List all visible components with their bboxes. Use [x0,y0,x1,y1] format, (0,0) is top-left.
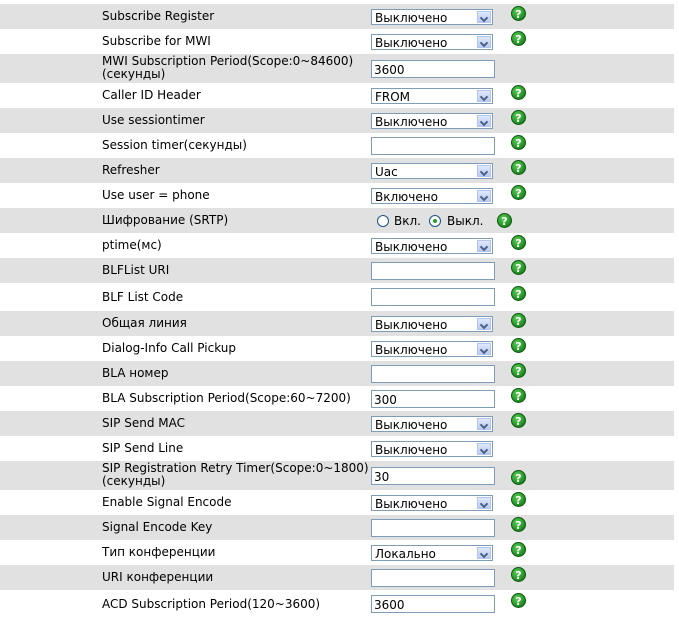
option-select[interactable] [371,316,493,332]
settings-row [0,283,674,311]
settings-row [0,540,674,565]
settings-row [0,158,674,183]
help-icon[interactable]: ? [511,160,526,175]
option-select[interactable] [371,495,493,511]
settings-row [0,83,674,108]
select-value: Выключено [375,11,448,25]
help-icon[interactable]: ? [511,338,526,353]
chevron-down-icon[interactable] [477,165,491,177]
help-icon[interactable]: ? [511,135,526,150]
help-icon[interactable]: ? [511,313,526,328]
settings-row [0,361,674,386]
help-icon[interactable]: ? [497,213,512,228]
field-label: ptime(мс) [102,238,162,252]
input-value: 3600 [374,598,405,612]
select-value: Локально [375,547,436,561]
settings-row [0,565,674,590]
chevron-down-icon[interactable] [477,190,491,202]
option-select[interactable] [371,88,493,104]
option-select[interactable] [371,441,493,457]
settings-row [0,133,674,158]
field-label: Session timer(секунды) [102,138,247,152]
chevron-down-icon[interactable] [477,11,491,23]
field-label: Subscribe for MWI [102,34,211,48]
field-label: Use user = phone [102,188,210,202]
option-select[interactable] [371,341,493,357]
option-select[interactable] [371,113,493,129]
help-icon[interactable]: ? [511,260,526,275]
chevron-down-icon[interactable] [477,443,491,455]
settings-row [0,436,674,461]
option-select[interactable] [371,163,493,179]
field-label: Use sessiontimer [102,113,205,127]
settings-row [0,590,674,618]
field-label: Шифрование (SRTP) [102,213,229,227]
field-label: MWI Subscription Period(Scope:0~84600) (секунды) [102,54,354,81]
settings-row [0,490,674,515]
text-input[interactable] [371,467,495,485]
text-input[interactable] [371,288,495,306]
settings-row [0,4,674,29]
select-value: Выключено [375,115,448,129]
option-select[interactable] [371,188,493,204]
field-label: Enable Signal Encode [102,495,232,509]
select-value: FROM [375,90,411,104]
select-value: Выключено [375,318,448,332]
field-label: BLA Subscription Period(Scope:60~7200) [102,391,351,405]
select-value: Выключено [375,418,448,432]
chevron-down-icon[interactable] [477,547,491,559]
settings-row [0,515,674,540]
field-label: Signal Encode Key [102,520,213,534]
text-input[interactable] [371,137,495,155]
help-icon[interactable]: ? [511,31,526,46]
help-icon[interactable]: ? [511,363,526,378]
input-value: 300 [374,393,397,407]
field-label: URI конференции [102,570,214,584]
field-label: SIP Send MAC [102,416,185,430]
text-input[interactable] [371,262,495,280]
text-input[interactable] [371,519,495,537]
text-input[interactable] [371,390,495,408]
chevron-down-icon[interactable] [477,318,491,330]
field-label: Subscribe Register [102,9,215,23]
settings-row [0,411,674,436]
select-value: Включено [375,190,438,204]
field-label: SIP Registration Retry Timer(Scope:0~1800) (секунды) [102,461,369,488]
field-label: BLFList URI [102,263,170,277]
field-label: BLA номер [102,366,169,380]
field-label: Caller ID Header [102,88,201,102]
settings-row [0,108,674,133]
option-select[interactable] [371,9,493,25]
field-label: Общая линия [102,316,187,330]
help-icon[interactable]: ? [511,413,526,428]
help-icon[interactable]: ? [511,6,526,21]
help-icon[interactable]: ? [511,542,526,557]
help-icon[interactable]: ? [511,492,526,507]
settings-row [0,233,674,258]
chevron-down-icon[interactable] [477,36,491,48]
select-value: Выключено [375,36,448,50]
help-icon[interactable]: ? [511,470,526,485]
help-icon[interactable]: ? [511,286,526,301]
option-select[interactable] [371,238,493,254]
select-value: Выключено [375,497,448,511]
chevron-down-icon[interactable] [477,418,491,430]
radio-label[interactable]: Вкл. [394,214,421,228]
chevron-down-icon[interactable] [477,240,491,252]
input-value: 30 [374,470,390,484]
srtp-off-radio[interactable] [429,215,441,227]
settings-row [0,386,674,411]
input-value: 3600 [374,63,405,77]
text-input[interactable] [371,60,495,78]
field-label: Refresher [102,163,160,177]
select-value: Uac [375,165,398,179]
select-value: Выключено [375,343,448,357]
settings-row [0,29,674,54]
help-icon[interactable]: ? [511,185,526,200]
radio-label[interactable]: Выкл. [447,214,484,228]
text-input[interactable] [371,595,495,613]
help-icon[interactable]: ? [511,593,526,608]
settings-row [0,461,674,490]
field-label: SIP Send Line [102,441,184,455]
chevron-down-icon[interactable] [477,90,491,102]
settings-row [0,336,674,361]
help-icon[interactable]: ? [511,85,526,100]
settings-row [0,311,674,336]
option-select[interactable] [371,34,493,50]
chevron-down-icon[interactable] [477,115,491,127]
srtp-on-radio[interactable] [377,215,389,227]
text-input[interactable] [371,569,495,587]
chevron-down-icon[interactable] [477,497,491,509]
text-input[interactable] [371,365,495,383]
help-icon[interactable]: ? [511,567,526,582]
settings-row [0,258,674,283]
settings-row [0,208,674,233]
help-icon[interactable]: ? [511,235,526,250]
chevron-down-icon[interactable] [477,343,491,355]
help-icon[interactable]: ? [511,110,526,125]
select-value: Выключено [375,443,448,457]
settings-row [0,183,674,208]
field-label: Dialog-Info Call Pickup [102,341,236,355]
settings-row [0,54,674,83]
option-select[interactable] [371,545,493,561]
select-value: Выключено [375,240,448,254]
field-label: Тип конференции [102,545,216,559]
option-select[interactable] [371,416,493,432]
field-label: ACD Subscription Period(120~3600) [102,597,321,611]
help-icon[interactable]: ? [511,388,526,403]
help-icon[interactable]: ? [511,517,526,532]
field-label: BLF List Code [102,290,184,304]
